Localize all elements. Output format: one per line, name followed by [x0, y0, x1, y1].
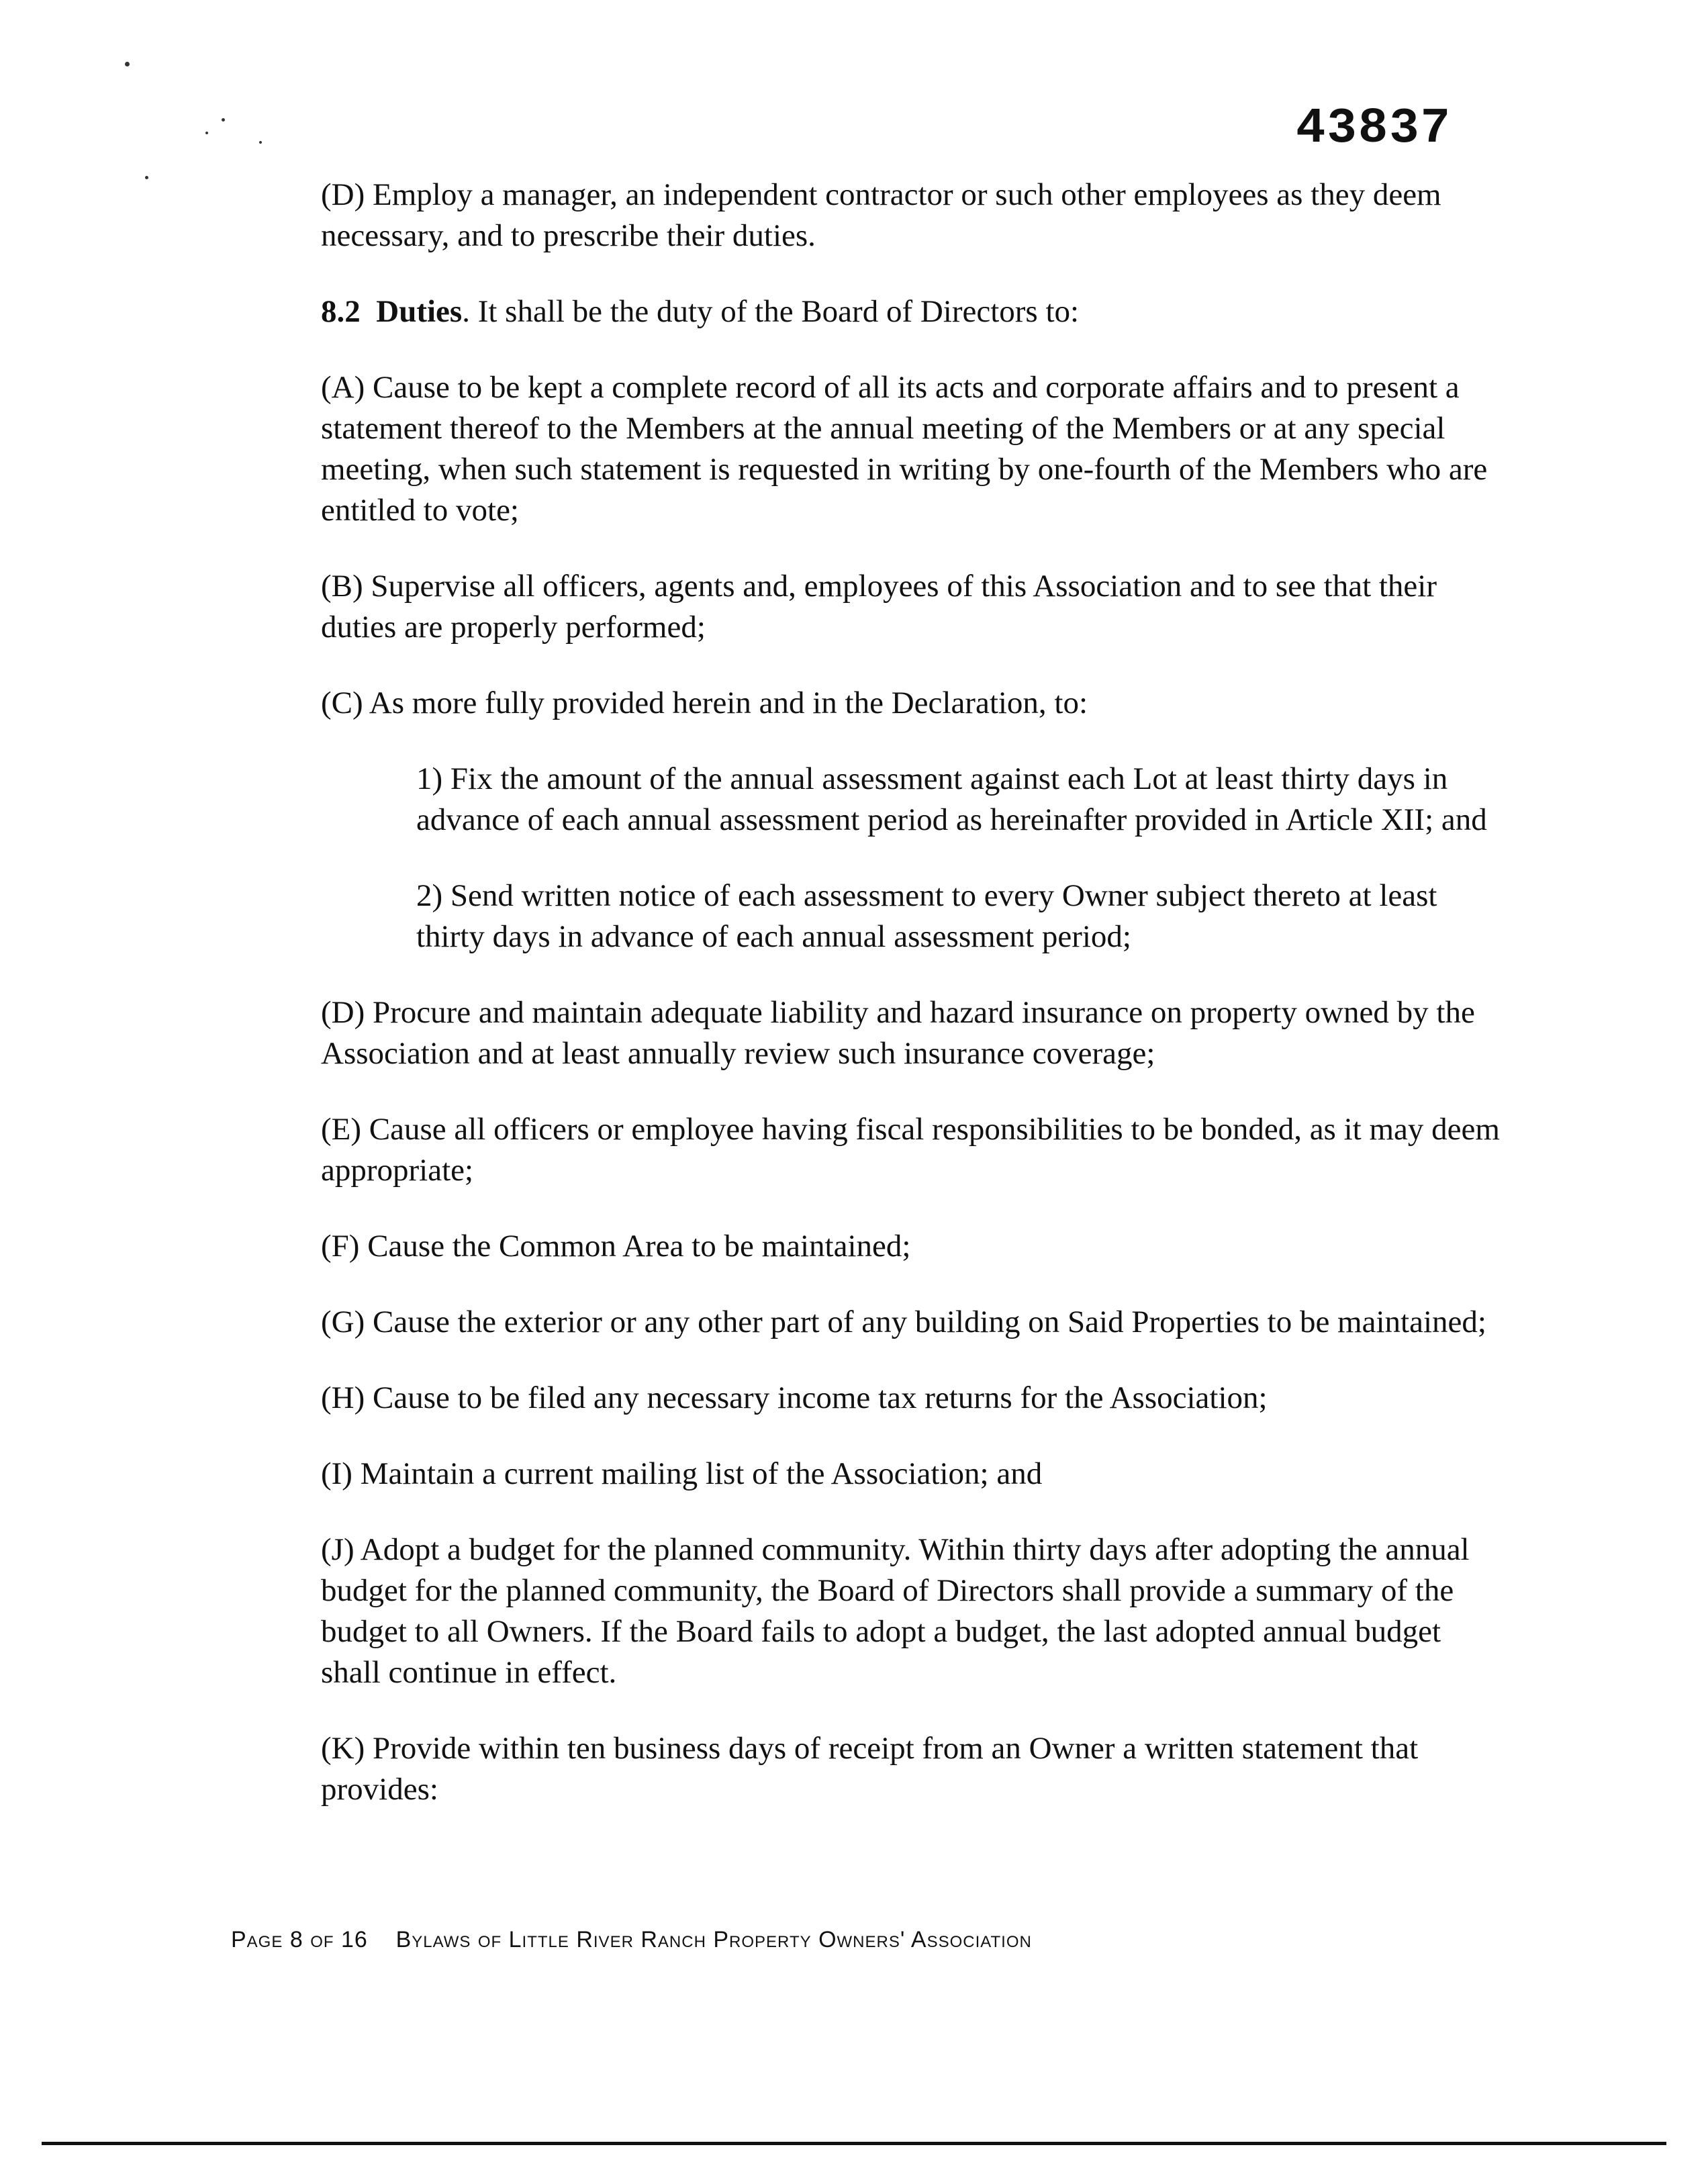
paragraph-f: (F) Cause the Common Area to be maintained;: [321, 1229, 911, 1264]
scan-speck: [205, 132, 208, 134]
paragraph-c1: 1) Fix the amount of the annual assessment against each Lot at least thirty days in advance of each annual assessment period as hereinafter provided in Article XII; and: [416, 761, 1487, 837]
paragraph-a: (A) Cause to be kept a complete record of all its acts and corporate affairs and to present a statement thereof to the Members at the annual meeting of the Members or at any special meeting, when such statement is requested in writing by one-fourth of the Members who are entitled to vote;: [321, 370, 1488, 528]
scan-speck: [259, 141, 262, 144]
footer-page-label: Page: [231, 1927, 283, 1952]
document-body: [321, 175, 1503, 1845]
section-number: 8.2: [321, 294, 361, 329]
paragraph-k: (K) Provide within ten business days of receipt from an Owner a written statement that provides:: [321, 1731, 1419, 1807]
document-number: 43837: [1296, 101, 1452, 157]
section-heading: [321, 291, 1503, 332]
scan-speck: [145, 176, 148, 179]
footer-page-number: 8: [289, 1927, 303, 1952]
bottom-rule: [42, 2142, 1666, 2145]
footer-of-label: of: [310, 1927, 334, 1952]
scan-speck: [125, 62, 130, 66]
section-intro: . It shall be the duty of the Board of Directors to:: [462, 294, 1080, 329]
paragraph-d: (D) Procure and maintain adequate liability and hazard insurance on property owned by the Association and at least annually review such insurance coverage;: [321, 995, 1475, 1071]
paragraph-j: (J) Adopt a budget for the planned community. Within thirty days after adopting the annual budget for the planned community, the Board of Directors shall provide a summary of the budget to all Owners. If the Board fails to adopt a budget, the last adopted annual budget shall continue in effect.: [321, 1532, 1470, 1690]
scan-speck: [222, 118, 225, 122]
paragraph-c: (C) As more fully provided herein and in the Declaration, to:: [321, 686, 1088, 720]
paragraph-g: (G) Cause the exterior or any other part of any building on Said Properties to be maintained;: [321, 1305, 1486, 1339]
paragraph-b: (B) Supervise all officers, agents and, employees of this Association and to see that their duties are properly performed;: [321, 569, 1437, 645]
page-footer: [231, 1927, 1032, 1953]
paragraph-d-employ: (D) Employ a manager, an independent contractor or such other employees as they deem necessary, and to prescribe their duties.: [321, 177, 1441, 253]
paragraph-c2: 2) Send written notice of each assessment to every Owner subject thereto at least thirty days in advance of each annual assessment period;: [416, 878, 1437, 954]
section-title: Duties: [376, 294, 463, 329]
paragraph-i: (I) Maintain a current mailing list of the Association; and: [321, 1456, 1043, 1491]
paragraph-e: (E) Cause all officers or employee having fiscal responsibilities to be bonded, as it may deem appropriate;: [321, 1112, 1500, 1188]
paragraph-h: (H) Cause to be filed any necessary income tax returns for the Association;: [321, 1380, 1268, 1415]
footer-document-title: Bylaws of Little River Ranch Property Owners' Association: [395, 1927, 1032, 1952]
footer-total-pages: 16: [340, 1927, 368, 1952]
